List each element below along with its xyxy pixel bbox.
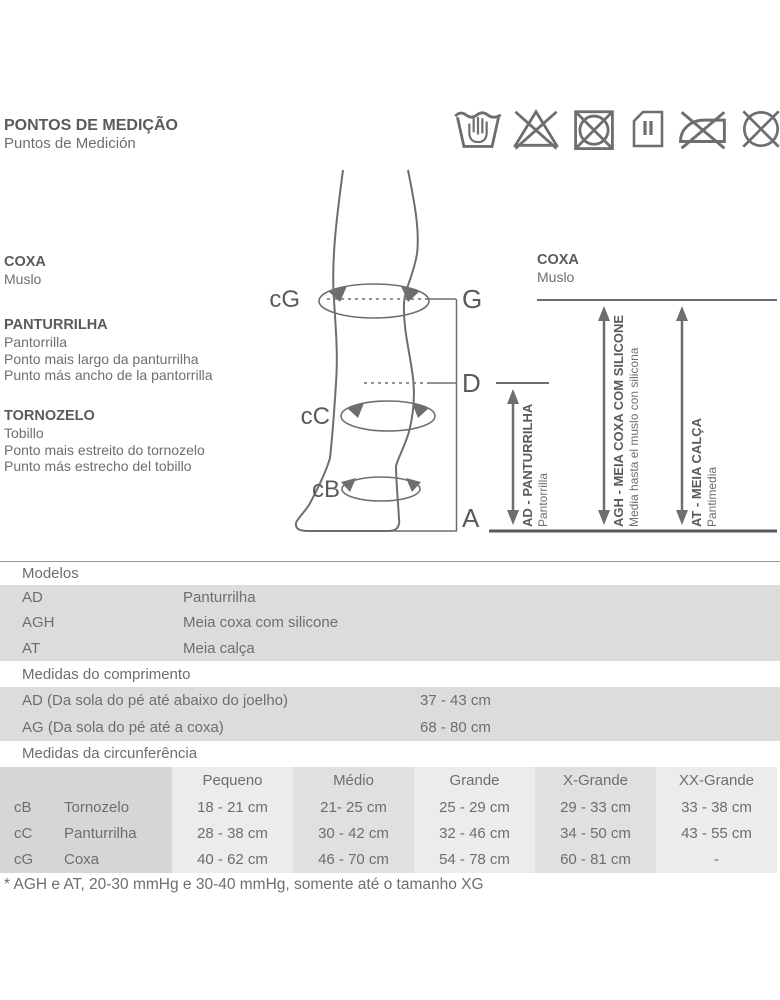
right-label-coxa-subtitle: Muslo (537, 269, 575, 285)
label-panturrilha-subtitle: Pantorrilla (4, 334, 68, 350)
ad-length-arrow (507, 389, 519, 525)
circ-column-grande (414, 767, 535, 873)
label-panturrilha-title: PANTURRILHA (4, 317, 108, 333)
ad-length-subtitle: Pantorrilla (536, 472, 550, 527)
model-code: AT (22, 639, 41, 657)
circ-value: 18 - 21 cm (197, 798, 268, 816)
circ-label: Coxa (64, 851, 100, 869)
circ-label: Panturrilha (64, 824, 137, 842)
size-column-header: Médio (333, 772, 374, 789)
ad-length-title: AD - PANTURRILHA (520, 403, 535, 527)
table-row-label (0, 847, 172, 873)
size-column-header: XX-Grande (678, 772, 755, 789)
label-panturrilha-desc-es: Punto más ancho de la pantorrilla (4, 367, 213, 383)
point-cb: cB (311, 476, 340, 503)
agh-length-title: AGH - MEIA COXA COM SILICONE (611, 314, 626, 527)
circ-value: 54 - 78 cm (439, 851, 510, 869)
circ-value: 30 - 42 cm (318, 824, 389, 842)
circ-label-column (0, 767, 172, 873)
label-coxa-subtitle: Muslo (4, 271, 42, 287)
length-label: AG (Da sola do pé até a coxa) (22, 719, 224, 736)
circ-value: 21- 25 cm (320, 798, 387, 816)
table-row (0, 610, 780, 635)
comprimento-table (0, 687, 780, 741)
modelos-table (0, 585, 780, 661)
circunferencia-table (0, 767, 777, 873)
point-g: G (462, 284, 483, 314)
circ-code: cB (14, 798, 32, 816)
circ-column-pequeno (172, 767, 293, 873)
label-tornozelo-desc-es: Punto más estrecho del tobillo (4, 458, 192, 474)
circ-column-medio (293, 767, 414, 873)
table-row (0, 687, 780, 714)
circ-value: 46 - 70 cm (318, 851, 389, 869)
agh-length-subtitle: Media hasta el muslo con silicona (627, 347, 641, 527)
at-length-label (689, 418, 720, 527)
agh-length-arrow (598, 306, 610, 525)
circ-value: 25 - 29 cm (439, 798, 510, 816)
circ-value: 33 - 38 cm (681, 798, 752, 816)
agh-length-label (611, 315, 642, 527)
circ-value: 43 - 55 cm (681, 824, 752, 842)
circ-code: cG (14, 851, 34, 869)
circ-column-xx-grande (656, 767, 777, 873)
model-label: Meia calça (183, 639, 255, 657)
model-code: AGH (22, 614, 55, 632)
point-cg: cG (269, 286, 300, 313)
footnote: * AGH e AT, 20-30 mmHg e 30-40 mmHg, somente até o tamanho XG (4, 876, 484, 893)
circ-value: 40 - 62 cm (197, 851, 268, 869)
table-row (0, 714, 780, 741)
table-row (0, 585, 780, 610)
circ-value: 29 - 33 cm (560, 798, 631, 816)
circ-value: 28 - 38 cm (197, 824, 268, 842)
cc-ellipse (341, 401, 435, 431)
circ-value: 34 - 50 cm (560, 824, 631, 842)
size-column-header: Pequeno (202, 772, 263, 789)
label-tornozelo-desc-pt: Ponto mais estreito do tornozelo (4, 441, 205, 458)
right-label-coxa-title: COXA (537, 252, 579, 268)
circunferencia-section-header: Medidas da circunferência (22, 745, 198, 762)
circ-code: cC (14, 824, 33, 842)
at-length-title: AT - MEIA CALÇA (689, 417, 704, 527)
length-value: 68 - 80 cm (420, 719, 491, 736)
ad-length-label (520, 404, 551, 527)
label-tornozelo-subtitle: Tobillo (4, 425, 44, 441)
circ-label: Tornozelo (64, 798, 130, 816)
size-column-header: X-Grande (562, 772, 629, 789)
label-coxa-title: COXA (4, 254, 46, 270)
circ-value: 60 - 81 cm (560, 851, 631, 869)
circ-column-x-grande (535, 767, 656, 873)
modelos-section-header: Modelos (22, 565, 79, 582)
page-title: PONTOS DE MEDIÇÃO (4, 117, 178, 134)
model-label: Meia coxa com silicone (183, 614, 339, 632)
page-subtitle: Puntos de Medición (4, 135, 136, 152)
point-cc: cC (300, 403, 330, 430)
circ-value: - (714, 851, 719, 869)
table-row (0, 636, 780, 661)
at-length-arrow (676, 306, 688, 525)
circ-value: 32 - 46 cm (439, 824, 510, 842)
model-code: AD (22, 589, 43, 606)
model-label: Panturrilha (183, 589, 256, 606)
label-tornozelo-title: TORNOZELO (4, 408, 95, 424)
point-d: D (462, 368, 481, 398)
table-row-label (0, 820, 172, 846)
comprimento-section-header: Medidas do comprimento (22, 666, 191, 683)
length-value: 37 - 43 cm (420, 692, 491, 709)
at-length-subtitle: Pantimedia (705, 466, 719, 527)
point-a: A (462, 503, 480, 533)
circ-header-empty (0, 767, 172, 794)
length-label: AD (Da sola do pé até abaixo do joelho) (22, 692, 289, 709)
label-panturrilha-desc-pt: Ponto mais largo da panturrilha (4, 350, 199, 367)
table-row-label (0, 794, 172, 820)
size-column-header: Grande (449, 772, 500, 789)
